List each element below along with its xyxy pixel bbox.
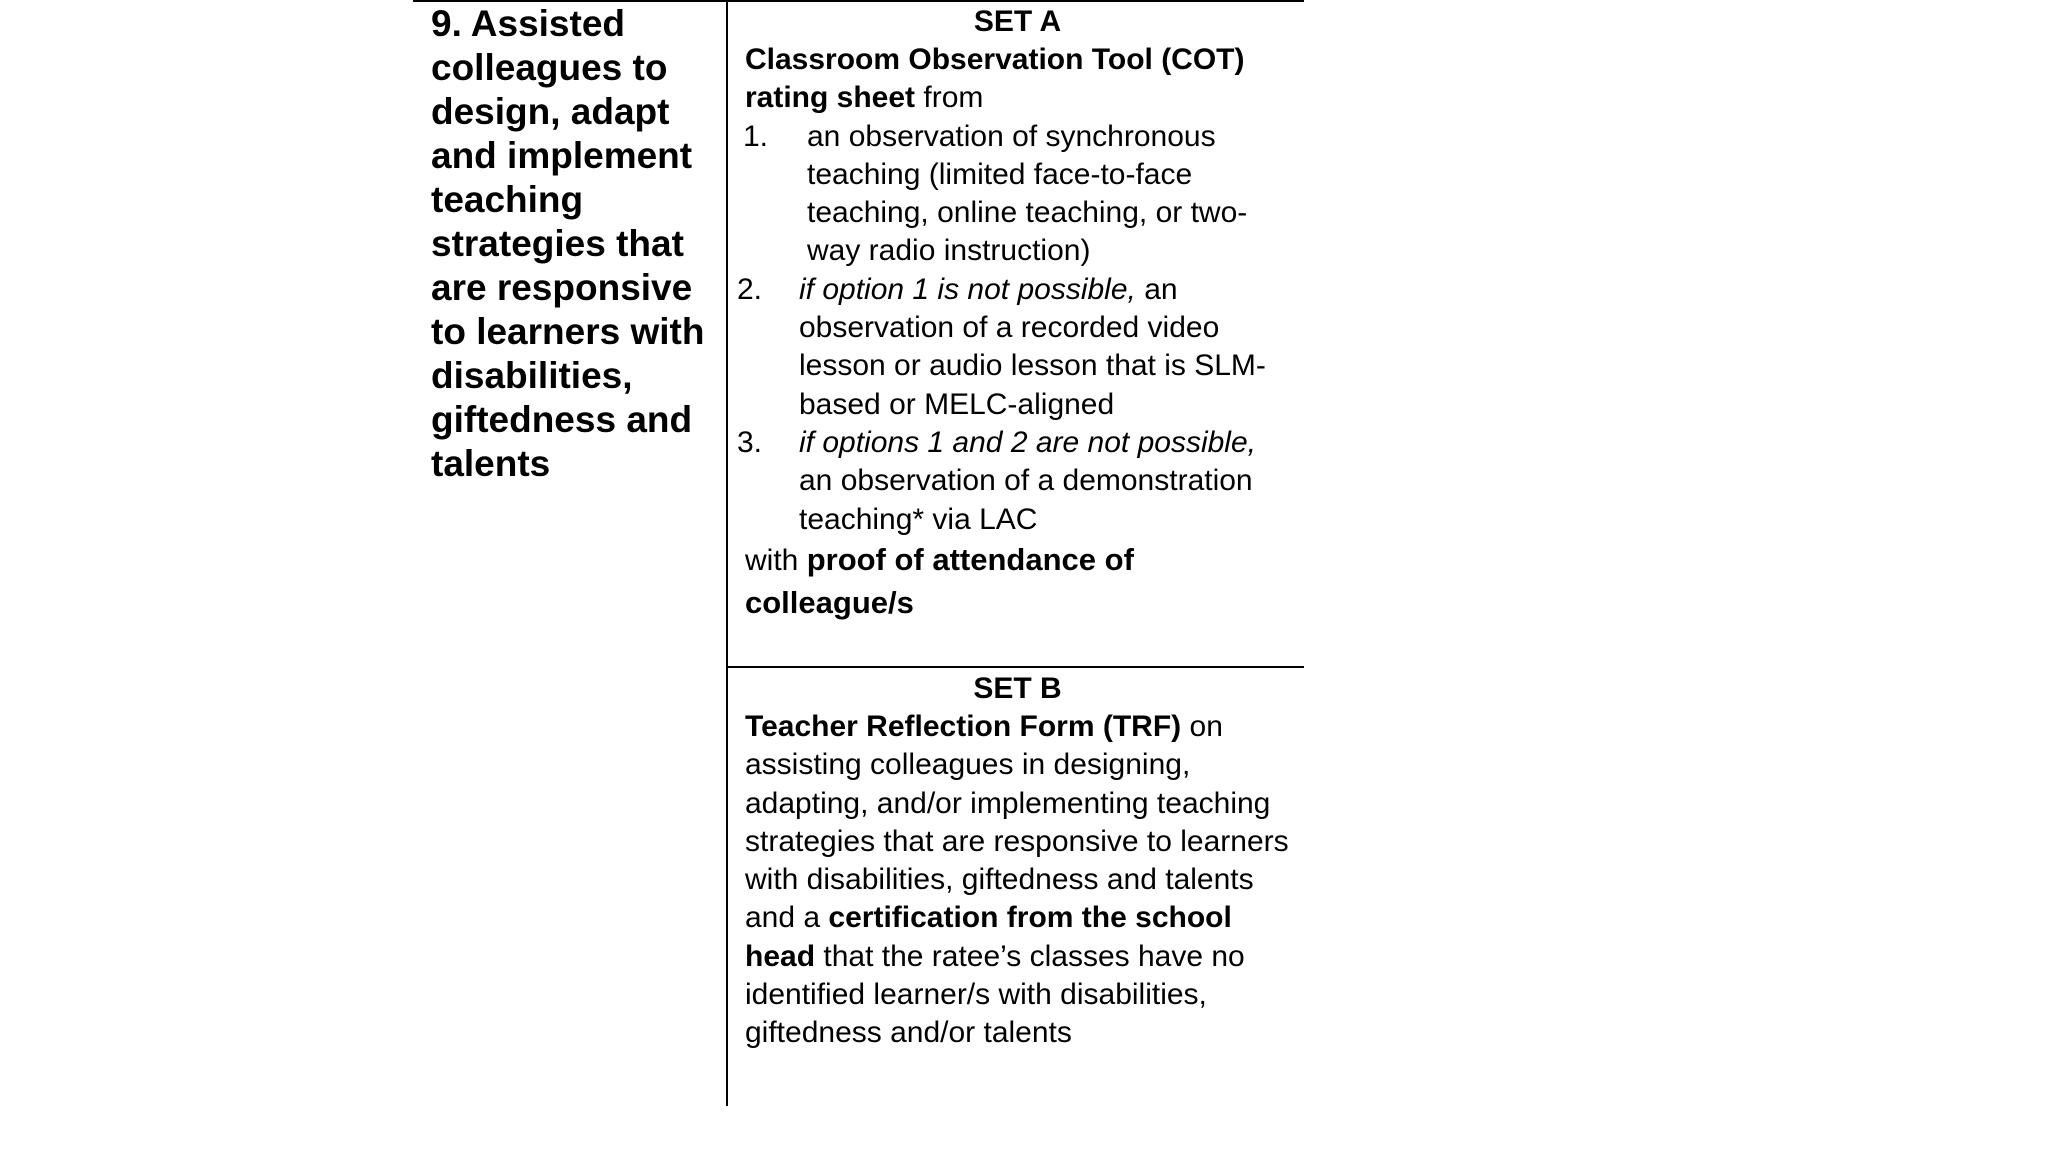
option-condition: if option 1 is not possible, xyxy=(799,272,1136,306)
set-b-text-1: on assisting colleagues in designing, adapting, and/or implementing teaching strategies that are responsive to learners with disabilities, giftedness and talents and a xyxy=(745,710,1289,935)
set-a-heading: SET A xyxy=(973,5,1062,38)
criterion-number: 9. xyxy=(431,3,462,44)
set-a-cell xyxy=(737,3,1290,625)
set-a-intro-rest: from xyxy=(915,81,984,115)
set-b-heading: SET B xyxy=(973,672,1062,705)
option-text: an observation of a recorded video lesson or audio lesson that is SLM-based or MELC-aligned xyxy=(799,272,1266,421)
set-b-intro-bold: Teacher Reflection Form (TRF) xyxy=(745,710,1182,743)
option-number: 1. xyxy=(743,119,769,153)
set-b-description xyxy=(745,708,1290,1053)
option-number: 2. xyxy=(737,272,763,306)
option-number: 3. xyxy=(737,425,763,459)
set-a-closing-plain: with xyxy=(745,543,807,577)
criterion-text: Assisted colleagues to design, adapt and implement teaching strategies that are responsive to learners with disabilities, giftedness and talents xyxy=(431,3,705,484)
criterion-cell xyxy=(431,2,721,486)
set-b-cell xyxy=(745,670,1290,1053)
set-a-closing-bold: proof of attendance of colleague/s xyxy=(745,541,1134,620)
set-a-intro-bold: Classroom Observation Tool (COT) rating sheet xyxy=(745,43,1245,115)
set-divider xyxy=(726,666,1304,668)
set-a-closing xyxy=(745,539,1290,625)
set-b-bold-2: certification from the school head xyxy=(745,901,1232,973)
option-text: an observation of synchronous teaching (limited face-to-face teaching, online teaching, or two-way radio instruction) xyxy=(807,119,1248,268)
list-item xyxy=(737,424,1290,539)
set-a-options-list xyxy=(737,118,1290,539)
set-a-intro xyxy=(745,41,1290,118)
set-b-text-2: that the ratee’s classes have no identified learner/s with disabilities, giftedness and/or talents xyxy=(745,939,1245,1050)
column-divider xyxy=(726,0,728,1106)
option-text: an observation of a demonstration teaching* via LAC xyxy=(799,464,1253,536)
option-condition: if options 1 and 2 are not possible, xyxy=(799,425,1256,459)
list-item xyxy=(745,118,1290,271)
list-item xyxy=(737,271,1290,424)
